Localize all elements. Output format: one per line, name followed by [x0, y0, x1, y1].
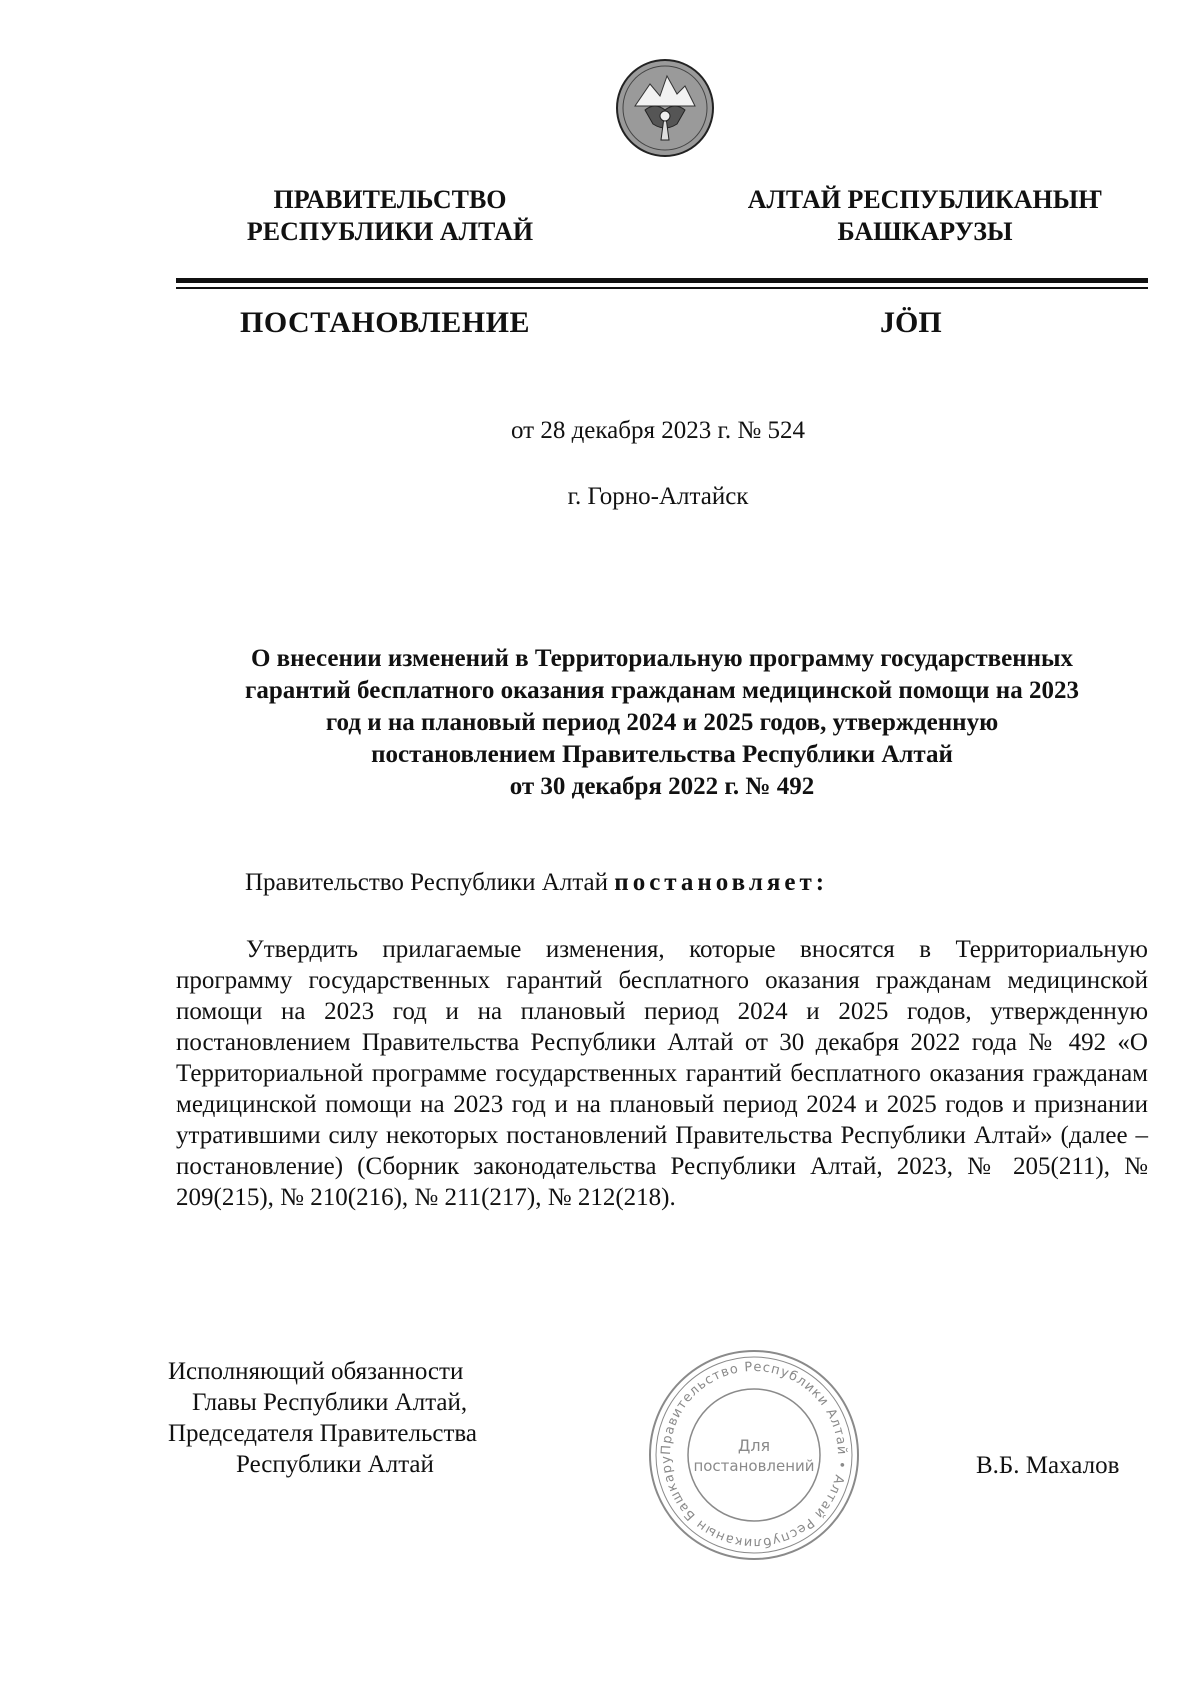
- coat-of-arms-icon: [615, 58, 715, 158]
- org-name-russian-line2: РЕСПУБЛИКИ АЛТАЙ: [246, 217, 534, 246]
- doc-type-russian: ПОСТАНОВЛЕНИЕ: [240, 306, 530, 339]
- stamp-seal-icon: [646, 1347, 862, 1563]
- org-name-altai: [735, 184, 1115, 248]
- signer-line2: Главы Республики Алтай,: [192, 1389, 468, 1416]
- header-divider-thick: [176, 278, 1148, 283]
- body-paragraph: Утвердить прилагаемые изменения, которые вносятся в Территориальную программу государственных гарантий бесплатного оказания гражданам медицинской помощи на 2023 год и на плановый период 2024 и 2025 годов, утвержденную постановлением Правительства Республики Алтай от 30 декабря 2022 года № 492 «О Территориальной программе государственных гарантий бесплатного оказания гражданам медицинской помощи на 2023 год и на плановый период 2024 и 2025 годов и признании утратившими силу некоторых постановлений Правительства Республики Алтай» (далее – постановление) (Сборник законодательства Республики Алтай, 2023, № 205(211), № 209(215), № 210(216), № 211(217), № 212(218).: [176, 936, 1148, 1211]
- org-name-russian-line1: ПРАВИТЕЛЬСТВО: [273, 185, 507, 214]
- signer-line3: Председателя Правительства: [168, 1420, 477, 1447]
- decree-statement: [245, 869, 828, 897]
- signer-name: В.Б. Махалов: [976, 1452, 1120, 1479]
- signer-line1: Исполняющий обязанности: [168, 1358, 464, 1385]
- title-line: от 30 декабря 2022 г. № 492: [509, 773, 815, 800]
- document-title: [176, 643, 1148, 803]
- title-line: О внесении изменений в Территориальную программу государственных: [250, 645, 1074, 672]
- title-line: гарантий бесплатного оказания гражданам медицинской помощи на 2023: [245, 677, 1079, 704]
- title-line: постановлением Правительства Республики Алтай: [371, 741, 953, 768]
- org-name-russian: [220, 184, 560, 248]
- stamp-ring-text: Правительство Республики Алтай • Алтай Республиканын Башкару: [658, 1359, 850, 1551]
- stamp-center-line1: Для: [737, 1436, 771, 1455]
- official-stamp: [646, 1347, 862, 1563]
- header-divider-thin: [176, 287, 1148, 289]
- stamp-center-line2: постановлений: [693, 1457, 815, 1475]
- signer-title: [168, 1356, 477, 1480]
- signer-line4: Республики Алтай: [236, 1451, 434, 1478]
- doc-type-altai: JÖП: [880, 306, 942, 339]
- org-name-altai-line2: БАШКАРУЗЫ: [837, 217, 1013, 246]
- document-date-number: от 28 декабря 2023 г. № 524: [510, 417, 806, 444]
- document-city: г. Горно-Алтайск: [567, 483, 749, 510]
- decree-prefix: Правительство Республики Алтай: [245, 869, 609, 896]
- org-name-altai-line1: АЛТАЙ РЕСПУБЛИКАНЫҤ: [747, 185, 1103, 214]
- coat-of-arms-emblem: [615, 58, 715, 158]
- title-line: год и на плановый период 2024 и 2025 годов, утвержденную: [325, 709, 999, 736]
- decree-verb: постановляет:: [614, 869, 829, 896]
